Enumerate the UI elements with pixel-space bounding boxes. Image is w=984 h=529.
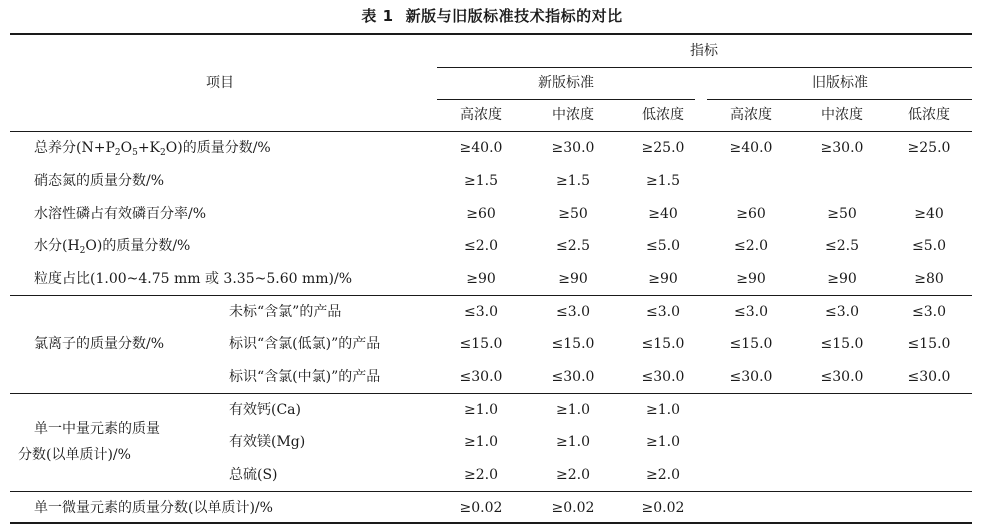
value-cell: ≤2.0 [734,238,768,254]
table-title: 新版与旧版标准技术指标的对比 [405,7,623,25]
value-cell: ≥2.0 [464,467,498,483]
value-cell: ≤3.0 [556,304,590,320]
header-level: 低浓度 [908,107,950,123]
value-cell: ≤2.0 [464,238,498,254]
header-level: 高浓度 [460,107,502,123]
value-cell: ≤30.0 [729,369,773,385]
value-cell: ≥1.5 [464,173,498,189]
value-cell: ≥40 [648,206,678,222]
value-cell: ≤15.0 [820,336,864,352]
value-cell: ≥1.0 [646,434,680,450]
value-cell: ≥60 [736,206,766,222]
rule-under-header [10,131,972,132]
group-label-medium-line2: 分数(以单质计)/% [18,447,131,463]
value-cell: ≥2.0 [556,467,590,483]
header-indicator: 指标 [690,43,718,59]
value-cell: ≤30.0 [641,369,685,385]
row-label-total-nutrient: 总养分$(N+P_2O_5+K_2O)$的质量分数/% [34,140,271,158]
value-cell: ≥1.5 [556,173,590,189]
value-cell: ≥0.02 [551,500,595,516]
rule-above-micro [10,491,972,492]
value-cell: ≤3.0 [646,304,680,320]
value-cell: ≤30.0 [820,369,864,385]
value-cell: ≤3.0 [734,304,768,320]
value-cell: ≤30.0 [907,369,951,385]
value-cell: ≤5.0 [646,238,680,254]
subrow-label: 标识“含氯(低氯)”的产品 [229,336,381,352]
value-cell: ≥25.0 [641,140,685,156]
value-cell: ≥40 [914,206,944,222]
rule-above-medium [10,393,972,394]
value-cell: ≥1.0 [556,402,590,418]
header-new-standard: 新版标准 [538,75,594,91]
header-item: 项目 [206,75,234,91]
value-cell: ≥40.0 [729,140,773,156]
value-cell: ≤15.0 [551,336,595,352]
header-old-standard: 旧版标准 [812,75,868,91]
value-cell: ≥1.0 [464,402,498,418]
group-label-chloride: 氯离子的质量分数/% [34,336,165,352]
rule-under-old-standard [707,99,972,100]
table-number: 表 1 [361,7,394,25]
group-label-medium-line1: 单一中量元素的质量 [34,421,160,437]
value-cell: ≤30.0 [551,369,595,385]
header-level: 低浓度 [642,107,684,123]
value-cell: ≥50 [827,206,857,222]
value-cell: ≥1.0 [556,434,590,450]
rule-under-new-standard [437,99,695,100]
value-cell: ≤5.0 [912,238,946,254]
subrow-label: 未标“含氯”的产品 [229,304,342,320]
value-cell: ≥90 [827,271,857,287]
value-cell: ≥1.0 [464,434,498,450]
value-cell: ≥1.5 [646,173,680,189]
value-cell: ≥0.02 [641,500,685,516]
value-cell: ≥25.0 [907,140,951,156]
value-cell: ≥90 [466,271,496,287]
subrow-label: 总硫(S) [229,467,278,483]
value-cell: ≥2.0 [646,467,680,483]
value-cell: ≥50 [558,206,588,222]
value-cell: ≥90 [648,271,678,287]
value-cell: ≤15.0 [907,336,951,352]
subrow-label: 有效钙(Ca) [229,402,301,418]
value-cell: ≥80 [914,271,944,287]
row-label-particle-size: 粒度占比(1.00~4.75 mm 或 3.35~5.60 mm)/% [34,271,352,287]
row-label-micro: 单一微量元素的质量分数(以单质计)/% [34,500,273,516]
header-level: 高浓度 [730,107,772,123]
value-cell: ≥40.0 [459,140,503,156]
value-cell: ≤30.0 [459,369,503,385]
value-cell: ≤15.0 [459,336,503,352]
value-cell: ≤3.0 [464,304,498,320]
value-cell: ≥60 [466,206,496,222]
value-cell: ≤2.5 [556,238,590,254]
top-rule [10,33,972,35]
subrow-label: 标识“含氯(中氯)”的产品 [229,369,381,385]
value-cell: ≤3.0 [912,304,946,320]
rule-above-chloride [10,295,972,296]
value-cell: ≥0.02 [459,500,503,516]
value-cell: ≥30.0 [820,140,864,156]
header-level: 中浓度 [821,107,863,123]
row-label-moisture: 水分$(H_2O)$的质量分数/% [34,238,191,256]
value-cell: ≤3.0 [825,304,859,320]
value-cell: ≤15.0 [729,336,773,352]
row-label-nitrate: 硝态氮的质量分数/% [34,173,165,189]
row-label-water-soluble-p: 水溶性磷占有效磷百分率/% [34,206,207,222]
value-cell: ≥1.0 [646,402,680,418]
value-cell: ≥90 [558,271,588,287]
value-cell: ≥90 [736,271,766,287]
value-cell: ≥30.0 [551,140,595,156]
value-cell: ≤2.5 [825,238,859,254]
rule-under-indicator [437,67,972,68]
bottom-rule [10,522,972,524]
table-caption [0,4,984,28]
value-cell: ≤15.0 [641,336,685,352]
header-level: 中浓度 [552,107,594,123]
subrow-label: 有效镁(Mg) [229,434,306,450]
